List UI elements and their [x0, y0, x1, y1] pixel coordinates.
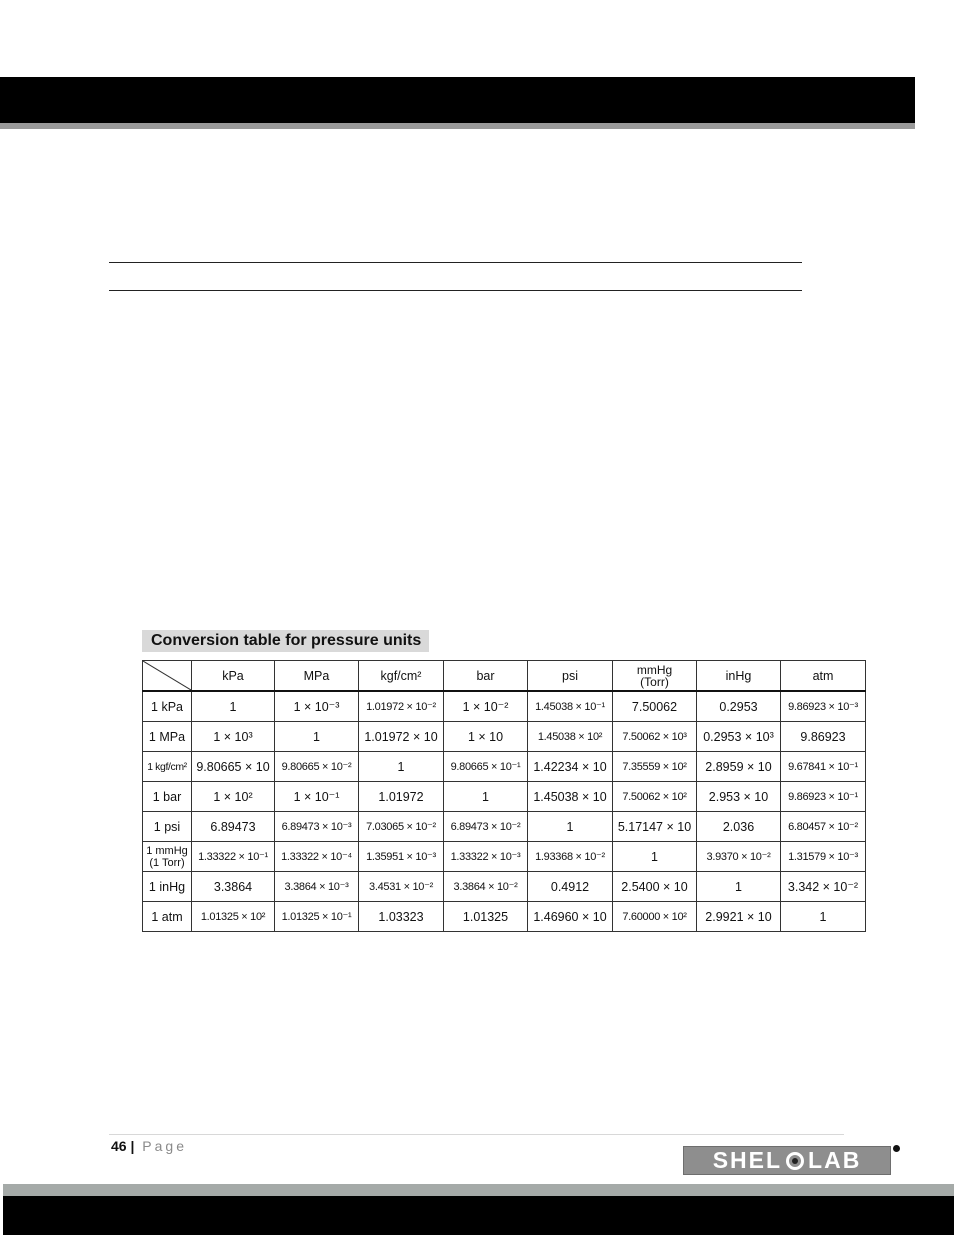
table-cell: 1.31579 × 10⁻³: [781, 842, 866, 872]
table-cell: 1: [359, 752, 444, 782]
footer-band: [3, 1196, 954, 1235]
table-cell: 1.45038 × 10: [528, 782, 613, 812]
row-header: 1 bar: [143, 782, 192, 812]
row-header: 1 kgf/cm²: [143, 752, 192, 782]
table-cell: 9.80665 × 10⁻²: [275, 752, 359, 782]
table-cell: 1.42234 × 10: [528, 752, 613, 782]
table-cell: 3.3864 × 10⁻²: [444, 872, 528, 902]
table-cell: 2.5400 × 10: [613, 872, 697, 902]
table-cell: 1.01972 × 10⁻²: [359, 691, 444, 722]
row-header: 1 kPa: [143, 691, 192, 722]
logo-text-left: SHEL: [712, 1147, 783, 1173]
table-cell: 2.036: [697, 812, 781, 842]
table-title: Conversion table for pressure units: [142, 630, 429, 652]
shel-lab-logo: [683, 1146, 891, 1175]
diagonal-line: [143, 661, 191, 690]
table-cell: 3.4531 × 10⁻²: [359, 872, 444, 902]
table-header-row: [143, 661, 866, 692]
table-row: [143, 752, 866, 782]
table-cell: 1.45038 × 10²: [528, 722, 613, 752]
table-cell: 5.17147 × 10: [613, 812, 697, 842]
table-cell: 7.03065 × 10⁻²: [359, 812, 444, 842]
table-cell: 7.60000 × 10²: [613, 902, 697, 932]
table-cell: 1 × 10⁻³: [275, 691, 359, 722]
table-cell: 0.2953 × 10³: [697, 722, 781, 752]
column-header-mmhg-sub: (Torr): [640, 674, 669, 689]
table-cell: 3.342 × 10⁻²: [781, 872, 866, 902]
table-row: [143, 812, 866, 842]
table-cell: 1: [613, 842, 697, 872]
table-cell: 1: [192, 691, 275, 722]
page-number-separator: |: [130, 1138, 135, 1154]
table-cell: 6.80457 × 10⁻²: [781, 812, 866, 842]
logo-circle-icon: [786, 1152, 804, 1170]
page-label: Page: [142, 1138, 187, 1154]
table-row: [143, 782, 866, 812]
table-row: [143, 691, 866, 722]
column-header-kpa: kPa: [192, 661, 275, 692]
table-cell: 1 × 10: [444, 722, 528, 752]
table-cell: 1: [697, 872, 781, 902]
footer-band-grey: [3, 1184, 954, 1196]
column-header-mpa: MPa: [275, 661, 359, 692]
table-cell: 1.33322 × 10⁻¹: [192, 842, 275, 872]
table-cell: 1: [275, 722, 359, 752]
table-cell: 1: [444, 782, 528, 812]
column-header-psi: psi: [528, 661, 613, 692]
table-cell: 1.03323: [359, 902, 444, 932]
table-cell: 3.9370 × 10⁻²: [697, 842, 781, 872]
column-header-kgfcm2: kgf/cm²: [359, 661, 444, 692]
table-cell: 0.2953: [697, 691, 781, 722]
table-cell: 9.80665 × 10⁻¹: [444, 752, 528, 782]
column-header-mmhg: [613, 661, 697, 692]
column-header-bar: bar: [444, 661, 528, 692]
table-cell: 0.4912: [528, 872, 613, 902]
table-cell: 9.86923 × 10⁻³: [781, 691, 866, 722]
table-cell: 1.01325 × 10⁻¹: [275, 902, 359, 932]
registered-mark-icon: [893, 1145, 900, 1152]
table-cell: 7.50062 × 10³: [613, 722, 697, 752]
table-row: [143, 872, 866, 902]
table-cell: 1.45038 × 10⁻¹: [528, 691, 613, 722]
table-cell: 1.93368 × 10⁻²: [528, 842, 613, 872]
table-cell: 2.953 × 10: [697, 782, 781, 812]
table-cell: 3.3864: [192, 872, 275, 902]
table-cell: 7.50062 × 10²: [613, 782, 697, 812]
table-cell: 9.86923: [781, 722, 866, 752]
table-cell: 6.89473 × 10⁻²: [444, 812, 528, 842]
table-cell: 9.86923 × 10⁻¹: [781, 782, 866, 812]
table-row: [143, 902, 866, 932]
column-header-mmhg-label: mmHg: [636, 662, 673, 677]
table-cell: 1 × 10³: [192, 722, 275, 752]
row-header: 1 MPa: [143, 722, 192, 752]
table-cell: 3.3864 × 10⁻³: [275, 872, 359, 902]
table-cell: 6.89473 × 10⁻³: [275, 812, 359, 842]
table-row: [143, 722, 866, 752]
table-cell: 1.46960 × 10: [528, 902, 613, 932]
pressure-conversion-table: [142, 660, 866, 932]
page-number: [111, 1138, 187, 1154]
table-cell: 1.01972 × 10: [359, 722, 444, 752]
horizontal-rule-top: [109, 262, 802, 263]
table-cell: 1: [528, 812, 613, 842]
table-cell: 1: [781, 902, 866, 932]
column-header-inhg: inHg: [697, 661, 781, 692]
table-cell: 9.80665 × 10: [192, 752, 275, 782]
table-row: [143, 842, 866, 872]
row-header-label: 1 mmHg: [146, 844, 188, 857]
header-band: [0, 77, 915, 123]
table-cell: 1.01325 × 10²: [192, 902, 275, 932]
table-cell: 2.8959 × 10: [697, 752, 781, 782]
table-cell: 7.35559 × 10²: [613, 752, 697, 782]
table-cell: 1.33322 × 10⁻³: [444, 842, 528, 872]
column-header-atm: atm: [781, 661, 866, 692]
table-cell: 1 × 10⁻²: [444, 691, 528, 722]
horizontal-rule-bottom: [109, 290, 802, 291]
page-number-value: 46: [111, 1138, 127, 1154]
table-cell: 1.35951 × 10⁻³: [359, 842, 444, 872]
table-cell: 9.67841 × 10⁻¹: [781, 752, 866, 782]
table-cell: 1 × 10⁻¹: [275, 782, 359, 812]
table-cell: 1.33322 × 10⁻⁴: [275, 842, 359, 872]
row-header: [143, 842, 192, 872]
logo-text-right: LAB: [808, 1147, 862, 1173]
table-cell: 6.89473: [192, 812, 275, 842]
row-header: 1 psi: [143, 812, 192, 842]
header-band-shadow: [0, 123, 915, 129]
table-cell: 7.50062: [613, 691, 697, 722]
footer-divider: [109, 1134, 844, 1135]
table-cell: 2.9921 × 10: [697, 902, 781, 932]
table-cell: 1.01325: [444, 902, 528, 932]
row-header-sublabel: (1 Torr): [149, 856, 185, 869]
corner-cell: [143, 661, 192, 692]
row-header: 1 inHg: [143, 872, 192, 902]
table-cell: 1 × 10²: [192, 782, 275, 812]
row-header: 1 atm: [143, 902, 192, 932]
table-cell: 1.01972: [359, 782, 444, 812]
